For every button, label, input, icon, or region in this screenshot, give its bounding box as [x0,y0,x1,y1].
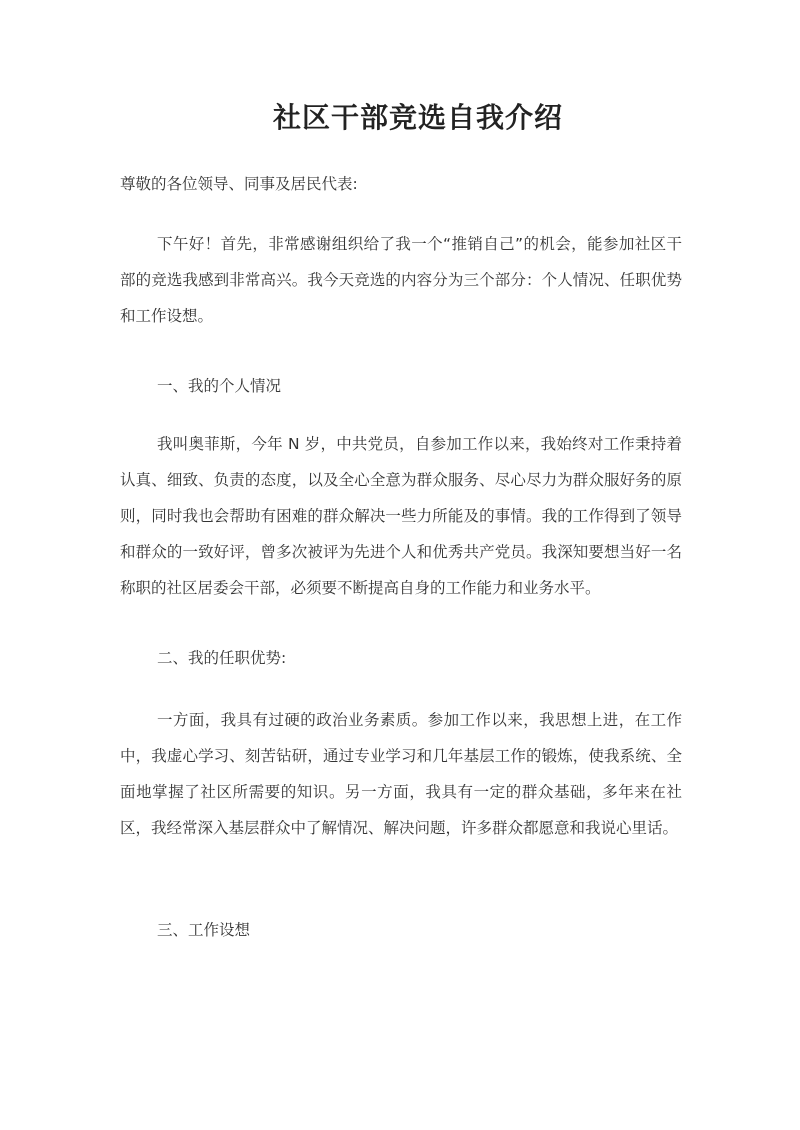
paragraph-intro: 下午好！首先，非常感谢组织给了我一个“推销自己”的机会，能参加社区干部的竞选我感到非常高兴。我今天竞选的内容分为三个部分：个人情况、任职优势和工作设想。 [120,235,682,325]
section-heading-advantages: 二、我的任职优势: [157,649,287,667]
greeting: 尊敬的各位领导、同事及居民代表: [120,175,358,193]
paragraph-personal: 我叫奥菲斯，今年 N 岁，中共党员，自参加工作以来，我始终对工作秉持着认真、细致、负责的态度，以及全心全意为群众服务、尽心尽力为群众服好务的原则，同时我也会帮助有困难的群众解决一些力所能及的事情。我的工作得到了领导和群众的一致好评，曾多次被评为先进个人和优秀共产党员。我深知要想当好一名称职的社区居委会干部，必须要不断提高自身的工作能力和业务水平。 [120,435,682,597]
paragraph-advantages: 一方面，我具有过硬的政治业务素质。参加工作以来，我思想上进，在工作中，我虚心学习、刻苦钻研，通过专业学习和几年基层工作的锻炼，使我系统、全面地掌握了社区所需要的知识。另一方面，我具有一定的群众基础，多年来在社区，我经常深入基层群众中了解情况、解决问题，许多群众都愿意和我说心里话。 [120,711,682,837]
section-heading-plans: 三、工作设想 [157,921,251,939]
section-heading-personal: 一、我的个人情况 [157,377,282,395]
document-title: 社区干部竞选自我介绍 [272,101,563,134]
